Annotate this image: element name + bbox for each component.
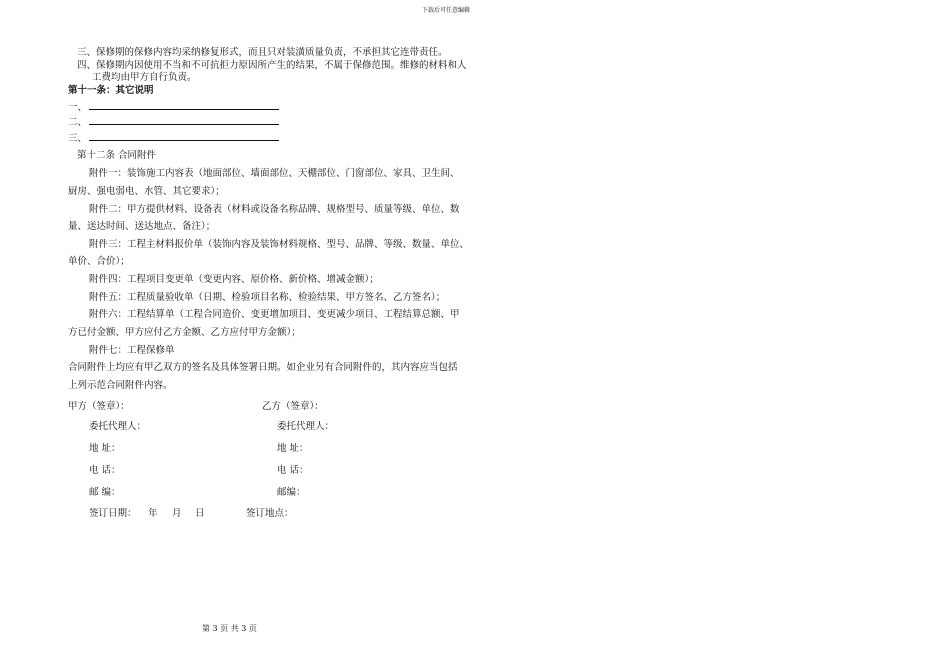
blank-line-2-label: 二、 (68, 117, 88, 128)
sign-date-label: 签订日期： (89, 508, 137, 519)
attachment-line: 单价、合价）； (68, 256, 130, 267)
blank-line-2 (68, 115, 279, 129)
attachment-line: 附件一：装饰施工内容表（地面部位、墙面部位、天棚部位、门窗部位、家具、卫生间、 (89, 168, 460, 179)
attachment-line: 附件二：甲方提供材料、设备表（材料或设备名称品牌、规格型号、质量等级、单位、数 (89, 204, 460, 215)
attachment-line: 附件五：工程质量验收单（日期、检验项目名称、检验结果、甲方签名、乙方签名）； (89, 292, 446, 303)
attachment-note-line1: 合同附件上均应有甲乙双方的签名及具体签署日期。如企业另有合同附件的，其内容应当包括 (68, 362, 458, 373)
attachment-line: 附件三：工程主材料报价单（装饰内容及装饰材料规格、型号、品牌、等级、数量、单位、 (89, 239, 470, 250)
blank-line-3-label: 三、 (68, 133, 88, 144)
sign-place-label: 签订地点： (246, 508, 294, 519)
party-b-postcode: 邮编： (277, 487, 306, 498)
party-a-phone: 电 话： (89, 465, 121, 476)
warranty-item-4-line1: 四、保修期内因使用不当和不可抗拒力原因所产生的结果，不属于保修范围。维修的材料和人 (77, 60, 467, 71)
party-a-address: 地 址： (89, 443, 121, 454)
sign-date-year: 年 (148, 508, 158, 519)
blank-line-1-label: 一、 (68, 102, 88, 113)
attachment-line: 厨房、强电弱电、水管、其它要求）； (68, 186, 225, 197)
attachment-line: 量、送达时间、送达地点、备注）； (68, 221, 216, 232)
party-a-agent: 委托代理人： (89, 421, 147, 432)
blank-line-1-rule (89, 100, 279, 110)
attachment-line: 方已付金额、甲方应付乙方金额、乙方应付甲方金额）； (68, 327, 301, 338)
header-note: 下载后可任意编辑 (422, 7, 471, 14)
blank-line-3 (68, 131, 279, 145)
sign-date-month: 月 (172, 508, 182, 519)
attachment-line: 附件四：工程项目变更单（变更内容、原价格、新价格、增减金额）； (89, 274, 379, 285)
warranty-item-3: 三、保修期的保修内容均采纳修复形式，而且只对装潢质量负责，不承担其它连带责任。 (77, 47, 448, 58)
party-b-agent: 委托代理人： (277, 421, 335, 432)
article-12-title: 第十二条 合同附件 (77, 150, 157, 161)
party-b-seal: 乙方（签章）： (262, 401, 324, 412)
attachment-line: 附件七：工程保修单 (89, 345, 175, 356)
attachment-line: 附件六：工程结算单（工程合同造价、变更增加项目、变更减少项目、工程结算总额、甲 (89, 309, 460, 320)
attachment-note-line2: 上列示范合同附件内容。 (68, 380, 173, 391)
blank-line-1 (68, 100, 279, 114)
sign-date-day: 日 (195, 508, 205, 519)
party-a-seal: 甲方（签章）： (68, 401, 130, 412)
blank-line-3-rule (89, 131, 279, 141)
party-b-phone: 电 话： (277, 465, 309, 476)
page-number: 第 3 页 共 3 页 (202, 624, 257, 633)
party-a-postcode: 邮 编： (89, 487, 121, 498)
warranty-item-4-line2: 工费均由甲方自行负责。 (92, 72, 197, 83)
article-11-title: 第十一条：其它说明 (68, 85, 154, 96)
blank-line-2-rule (89, 115, 279, 125)
party-b-address: 地 址： (277, 443, 309, 454)
